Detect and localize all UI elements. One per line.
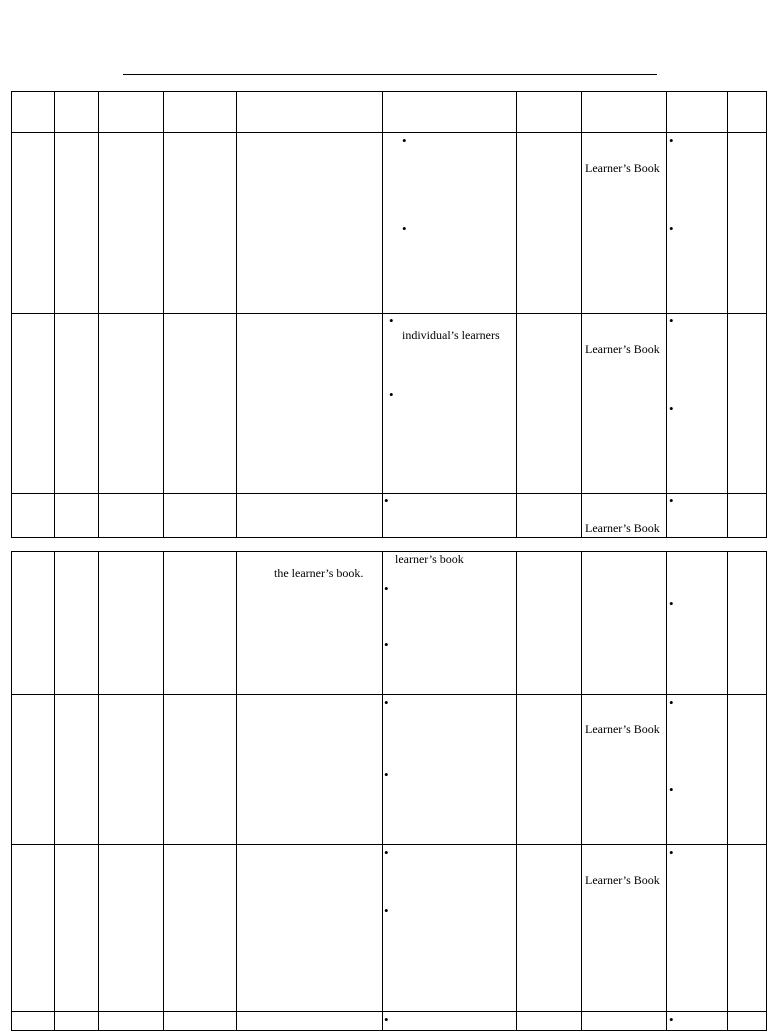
activity-bullet: • bbox=[384, 493, 389, 508]
resources-cell: Learner’s Book bbox=[585, 342, 660, 356]
col-divider bbox=[382, 92, 383, 537]
activity-bullet: • bbox=[384, 637, 389, 652]
row-divider bbox=[12, 493, 766, 494]
resources-cell: Learner’s Book bbox=[585, 521, 660, 535]
row-divider bbox=[12, 844, 766, 845]
resources-cell: Learner’s Book bbox=[585, 161, 660, 175]
col-divider bbox=[236, 92, 237, 537]
activity-text: individual’s learners bbox=[402, 328, 500, 342]
header-rule bbox=[123, 74, 657, 75]
assessment-bullet: • bbox=[669, 221, 674, 236]
col-divider bbox=[666, 92, 667, 537]
activity-bullet: • bbox=[384, 845, 389, 860]
col-divider bbox=[516, 92, 517, 537]
assessment-bullet: • bbox=[669, 845, 674, 860]
col-divider bbox=[382, 552, 383, 1030]
activity-bullet: • bbox=[402, 133, 407, 148]
content-cell: the learner’s book. bbox=[274, 566, 364, 580]
row-divider bbox=[12, 132, 766, 133]
activity-bullet: • bbox=[384, 695, 389, 710]
col-divider bbox=[163, 552, 164, 1030]
activity-bullet: • bbox=[389, 387, 394, 402]
activity-text: learner’s book bbox=[395, 552, 464, 566]
row-divider bbox=[12, 694, 766, 695]
col-divider bbox=[98, 552, 99, 1030]
col-divider bbox=[581, 552, 582, 1030]
row-divider bbox=[12, 1011, 766, 1012]
col-divider bbox=[163, 92, 164, 537]
scheme-table-top bbox=[11, 91, 767, 538]
col-divider bbox=[236, 552, 237, 1030]
assessment-bullet: • bbox=[669, 493, 674, 508]
activity-bullet: • bbox=[384, 1012, 389, 1027]
activity-bullet: • bbox=[389, 313, 394, 328]
activity-bullet: • bbox=[384, 581, 389, 596]
assessment-bullet: • bbox=[669, 401, 674, 416]
assessment-bullet: • bbox=[669, 782, 674, 797]
col-divider bbox=[54, 552, 55, 1030]
activity-bullet: • bbox=[384, 767, 389, 782]
col-divider bbox=[727, 92, 728, 537]
col-divider bbox=[98, 92, 99, 537]
activity-bullet: • bbox=[384, 903, 389, 918]
resources-cell: Learner’s Book bbox=[585, 722, 660, 736]
assessment-bullet: • bbox=[669, 596, 674, 611]
assessment-bullet: • bbox=[669, 133, 674, 148]
col-divider bbox=[54, 92, 55, 537]
col-divider bbox=[516, 552, 517, 1030]
col-divider bbox=[727, 552, 728, 1030]
resources-cell: Learner’s Book bbox=[585, 873, 660, 887]
scheme-table-bottom bbox=[11, 551, 767, 1031]
assessment-bullet: • bbox=[669, 695, 674, 710]
col-divider bbox=[666, 552, 667, 1030]
assessment-bullet: • bbox=[669, 1012, 674, 1027]
activity-bullet: • bbox=[402, 221, 407, 236]
assessment-bullet: • bbox=[669, 313, 674, 328]
col-divider bbox=[581, 92, 582, 537]
